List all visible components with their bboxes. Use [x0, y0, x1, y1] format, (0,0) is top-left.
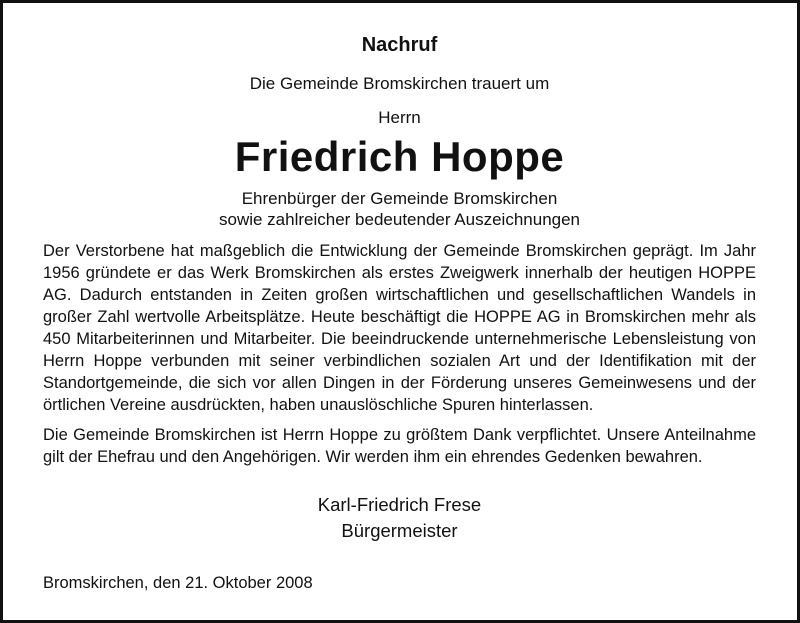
notice-heading: Nachruf [361, 34, 438, 56]
honor-line: sowie zahlreicher bedeutender Auszeichnungen [218, 210, 581, 229]
signatory-name: Karl-Friedrich Frese [317, 494, 482, 515]
intro-line: Die Gemeinde Bromskirchen trauert um [249, 74, 550, 93]
honors-block [43, 188, 756, 230]
body-paragraph: Der Verstorbene hat maßgeblich die Entwicklung der Gemeinde Bromskirchen geprägt. Im Jahr 1956 gründete er das Werk Bromskirchen als erstes Zweigwerk innerhalb der heutigen HOPPE AG. Dadurch entstanden in Zeiten großen wirtschaftlichen und gesellschaftlichen Wandels in großer Zahl wertvolle Arbeitsplätze. Heute beschäftigt die HOPPE AG in Bromskirchen mehr als 450 Mitarbeiterinnen und Mitarbeiter. Die beeindruckende unternehmerische Lebensleistung von Herrn Hoppe verbunden mit seiner verbindlichen sozialen Art und der Identifikation mit der Standortgemeinde, die sich vor allen Dingen in der Förderung unseres Gemeinwesens und der örtlichen Vereine ausdrückten, haben unauslöschliche Spuren hinterlassen. [43, 242, 756, 414]
salutation: Herrn [378, 108, 421, 127]
signature-block [43, 492, 756, 544]
deceased-name: Friedrich Hoppe [234, 133, 565, 180]
obituary-notice [43, 28, 756, 593]
signatory-title: Bürgermeister [341, 520, 458, 541]
place-date: Bromskirchen, den 21. Oktober 2008 [43, 574, 313, 592]
body-paragraph: Die Gemeinde Bromskirchen ist Herrn Hoppe zu größtem Dank verpflichtet. Unsere Anteilnahme gilt der Ehefrau und den Angehörigen. Wir werden ihm ein ehrendes Gedenken bewahren. [43, 426, 756, 466]
honor-line: Ehrenbürger der Gemeinde Bromskirchen [241, 189, 558, 208]
